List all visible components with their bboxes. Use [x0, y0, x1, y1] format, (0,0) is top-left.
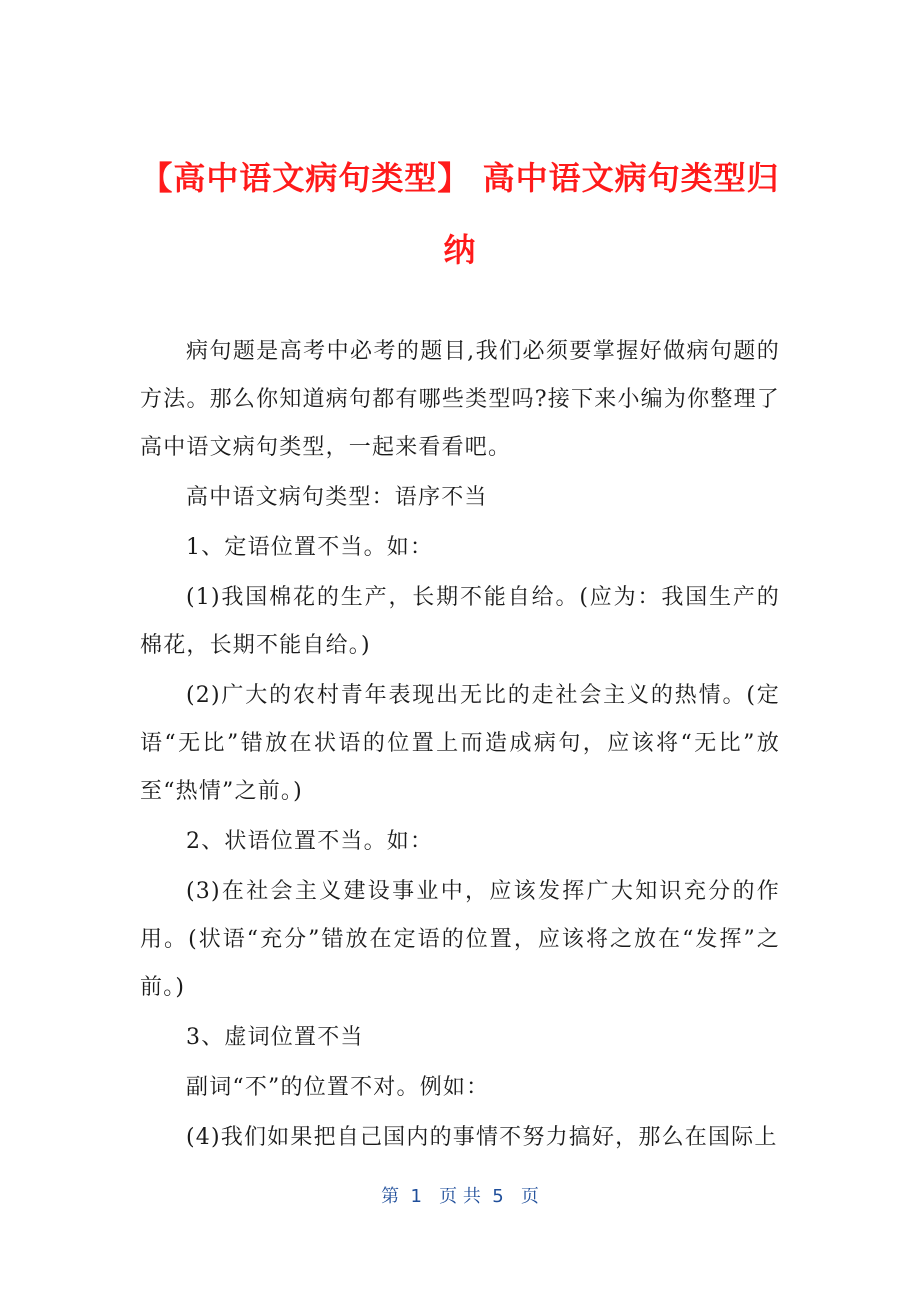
page-footer: 第 1 页 共 5 页 — [381, 1186, 539, 1207]
paragraph: 病句题是高考中必考的题目,我们必须要掌握好做病句题的方法。那么你知道病句都有哪些类型吗?接下来小编为你整理了高中语文病句类型，一起来看看吧。 — [140, 339, 780, 460]
document-title: 【高中语文病句类型】 高中语文病句类型归纳 — [140, 159, 780, 269]
paragraph: 高中语文病句类型：语序不当 — [186, 485, 488, 510]
paragraph: (2)广大的农村青年表现出无比的走社会主义的热情。(定语“无比”错放在状语的位置上而造成病句，应该将“无比”放至“热情”之前。) — [140, 683, 780, 804]
paragraph: 1、定语位置不当。如： — [186, 535, 434, 560]
paragraph: 2、状语位置不当。如： — [186, 829, 434, 854]
paragraph: 副词“不”的位置不对。例如： — [186, 1075, 490, 1100]
paragraph: (3)在社会主义建设事业中，应该发挥广大知识充分的作用。(状语“充分”错放在定语的位置，应该将之放在“发挥”之前。) — [140, 879, 780, 1000]
paragraph: (4)我们如果把自己国内的事情不努力搞好，那么在国际上 — [186, 1125, 778, 1150]
paragraph: (1)我国棉花的生产，长期不能自给。(应为：我国生产的棉花，长期不能自给。) — [140, 585, 780, 658]
document-body — [140, 328, 780, 1162]
paragraph: 3、虚词位置不当 — [186, 1025, 364, 1050]
